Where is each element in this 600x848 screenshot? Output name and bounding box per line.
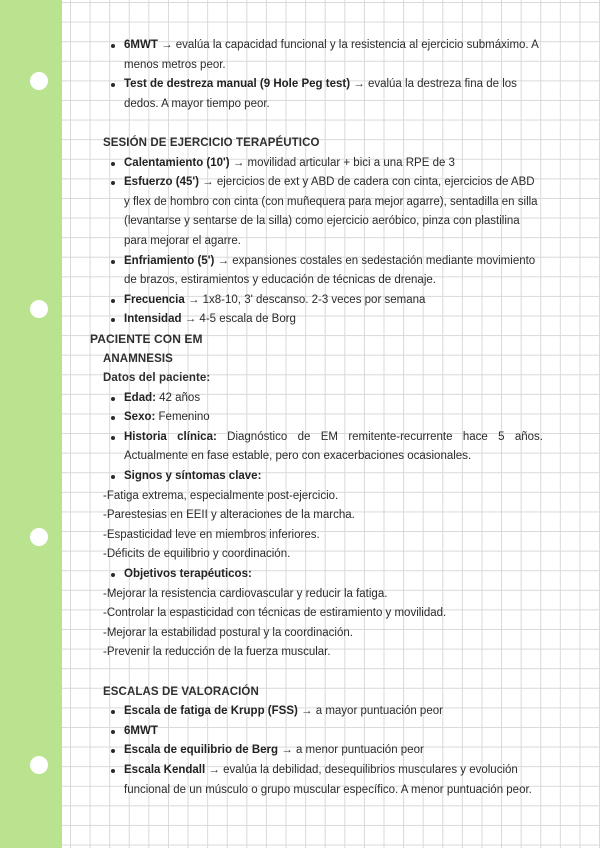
item-text: a menor puntuación peor (295, 744, 424, 757)
list-item (124, 154, 543, 174)
datos-title: Datos del paciente: (103, 372, 211, 385)
item-text: Femenino (158, 411, 210, 424)
arrow-icon: → (187, 293, 200, 306)
objetivos-line: -Prevenir la reducción de la fuerza muscular. (103, 646, 331, 659)
item-term: Intensidad (124, 313, 182, 326)
binder-hole (30, 528, 48, 546)
item-term: Sexo: (124, 411, 156, 424)
list-item (124, 428, 543, 467)
arrow-icon: → (184, 313, 197, 326)
item-text: 4-5 escala de Borg (199, 313, 296, 326)
item-text: evalúa la debilidad, desequilibrios musculares y evolución funcional de un músculo o grupo muscular específico. A menor puntuación peor. (124, 763, 532, 796)
section-title-sesion: SESIÓN DE EJERCICIO TERAPÉUTICO (103, 136, 320, 149)
item-term: 6MWT (124, 39, 158, 51)
list-item (124, 565, 543, 585)
item-term: Enfriamiento (5') (124, 254, 215, 267)
datos-list (103, 389, 543, 487)
item-term: Escala de equilibrio de Berg (124, 744, 279, 757)
item-text: expansiones costales en sedestación mediante movimiento de brazos, estiramientos y educación de técnicas de drenaje. (124, 254, 536, 287)
arrow-icon: → (161, 39, 173, 51)
binder-hole (30, 72, 48, 90)
list-item (124, 173, 543, 251)
item-text: movilidad articular + bici a una RPE de 3 (247, 156, 455, 169)
item-term: Historia clínica: (124, 430, 217, 443)
objetivos-title: Objetivos terapéuticos: (124, 568, 252, 581)
objetivos-header-list (103, 565, 543, 585)
arrow-icon: → (202, 176, 214, 189)
list-item (124, 389, 543, 409)
item-term: Frecuencia (124, 293, 185, 306)
objetivos-line: -Mejorar la resistencia cardiovascular y reducir la fatiga. (103, 587, 388, 600)
top-list (103, 36, 543, 114)
signos-line: -Espasticidad leve en miembros inferiores. (103, 528, 320, 541)
sesion-list (103, 154, 543, 330)
item-term: Escala de fatiga de Krupp (FSS) (124, 705, 298, 718)
list-item (124, 702, 543, 722)
objetivos-line: -Mejorar la estabilidad postural y la coordinación. (103, 626, 353, 639)
signos-line: -Fatiga extrema, especialmente post-ejercicio. (103, 489, 339, 502)
item-text: a mayor puntuación peor (315, 705, 443, 718)
item-term: Test de destreza manual (9 Hole Peg test) (124, 78, 351, 91)
item-text: 1x8-10, 3' descanso. 2-3 veces por semana (202, 293, 426, 306)
item-text: Diagnóstico de EM remitente-recurrente hace 5 años. Actualmente en fase estable, pero con exacerbaciones ocasionales. (124, 430, 544, 463)
list-item (124, 467, 543, 487)
signos-line: -Déficits de equilibrio y coordinación. (103, 548, 291, 561)
list-item (124, 75, 543, 114)
item-text: 42 años (159, 391, 201, 404)
arrow-icon: → (208, 763, 220, 776)
list-item (124, 310, 543, 330)
list-item (124, 408, 543, 428)
section-title-paciente: PACIENTE CON EM (90, 331, 203, 346)
list-item (124, 36, 543, 75)
escalas-list (103, 702, 543, 800)
subtitle-anamnesis: ANAMNESIS (103, 352, 173, 365)
arrow-icon: → (232, 156, 245, 169)
list-item (124, 741, 543, 761)
signos-line: -Parestesias en EEII y alteraciones de la marcha. (103, 509, 355, 522)
arrow-icon: → (217, 254, 229, 267)
arrow-icon: → (353, 78, 365, 91)
arrow-icon: → (301, 705, 313, 718)
section-title-escalas: ESCALAS DE VALORACIÓN (103, 685, 259, 698)
item-term: 6MWT (124, 724, 158, 737)
binder-hole (30, 756, 48, 774)
list-item (124, 291, 543, 311)
item-term: Escala Kendall (124, 763, 206, 776)
item-term: Calentamiento (10') (124, 156, 230, 169)
item-text: evalúa la destreza fina de los dedos. A mayor tiempo peor. (124, 78, 517, 110)
binder-strip (0, 0, 62, 848)
item-term: Esfuerzo (45') (124, 176, 199, 189)
item-text: ejercicios de ext y ABD de cadera con cinta, ejercicios de ABD y flex de hombro con cinta (con muñequera para mejor agarre), sentadilla en silla (levantarse y sentarse de la silla) como ejercicio aeróbico, pinza con plastilina para mejorar el agarre. (124, 176, 538, 247)
objetivos-line: -Controlar la espasticidad con técnicas de estiramiento y movilidad. (103, 607, 447, 620)
item-term: Edad: (124, 391, 156, 404)
arrow-icon: → (281, 744, 293, 757)
binder-hole (30, 300, 48, 318)
notes-content (90, 36, 544, 800)
list-item (124, 761, 543, 800)
signos-title: Signos y síntomas clave: (124, 470, 262, 483)
item-text: evalúa la capacidad funcional y la resistencia al ejercicio submáximo. A menos metros peor. (124, 39, 539, 71)
list-item (124, 252, 543, 291)
list-item (124, 722, 543, 742)
